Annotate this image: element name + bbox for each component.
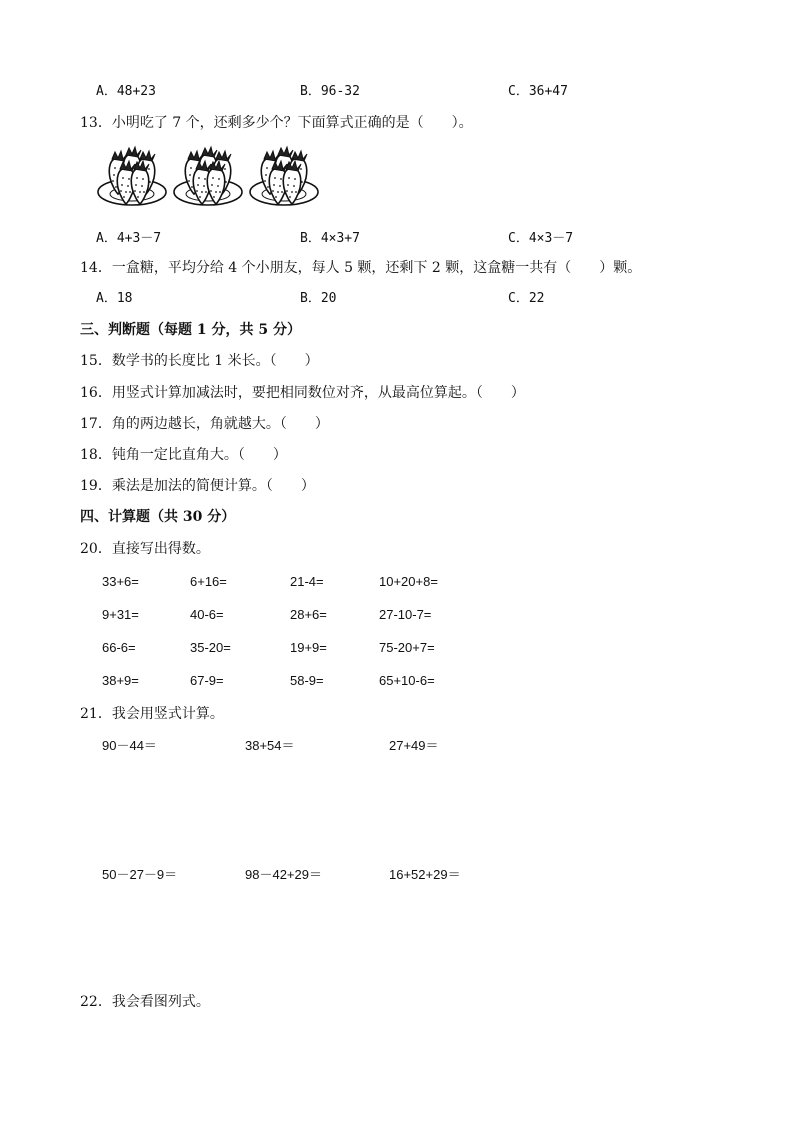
q20-cell: 28+6= [290, 607, 327, 622]
q19-text: 19．乘法是加法的简便计算。（ ） [80, 478, 315, 494]
q20-cell: 58-9= [290, 673, 324, 688]
q17-text: 17．角的两边越长，角就越大。（ ） [80, 416, 329, 432]
q20-cell: 27-10-7= [379, 607, 432, 622]
q13-option-c: C．4×3－7 [508, 231, 574, 246]
section3-heading: 三、判断题（每题 1 分，共 5 分） [80, 322, 301, 338]
q21-expression: 16+52+29＝ [389, 867, 461, 882]
q14-option-a: A．18 [96, 291, 133, 306]
section4-heading: 四、计算题（共 30 分） [80, 509, 236, 525]
q21-expression: 38+54＝ [245, 738, 295, 753]
q21-expression: 98－42+29＝ [245, 867, 322, 882]
q18-text: 18．钝角一定比直角大。（ ） [80, 447, 287, 463]
q20-cell: 10+20+8= [379, 574, 438, 589]
q16-text: 16．用竖式计算加减法时，要把相同数位对齐，从最高位算起。（ ） [80, 385, 525, 401]
q22-text: 22．我会看图列式。 [80, 994, 210, 1010]
q21-text: 21．我会用竖式计算。 [80, 706, 224, 722]
q12-option-c: C．36+47 [508, 84, 568, 99]
q21-expression: 90－44＝ [102, 738, 157, 753]
q20-cell: 21-4= [290, 574, 324, 589]
q13-option-a: A．4+3－7 [96, 231, 162, 246]
q20-cell: 67-9= [190, 673, 224, 688]
q20-cell: 9+31= [102, 607, 139, 622]
q15-text: 15．数学书的长度比 1 米长。（ ） [80, 353, 319, 369]
q12-option-b: B．96-32 [300, 84, 360, 99]
q20-cell: 38+9= [102, 673, 139, 688]
q14-option-b: B．20 [300, 291, 337, 306]
q21-expression: 50－27－9＝ [102, 867, 178, 882]
q20-cell: 6+16= [190, 574, 227, 589]
q20-cell: 40-6= [190, 607, 224, 622]
q13-text: 13．小明吃了 7 个，还剩多少个？下面算式正确的是（ ）。 [80, 115, 473, 131]
q21-expression: 27+49＝ [389, 738, 439, 753]
q20-cell: 75-20+7= [379, 640, 435, 655]
q20-text: 20．直接写出得数。 [80, 541, 210, 557]
q20-cell: 66-6= [102, 640, 136, 655]
q20-cell: 65+10-6= [379, 673, 435, 688]
strawberry-plates-icon [94, 142, 324, 218]
q14-option-c: C．22 [508, 291, 545, 306]
q20-cell: 19+9= [290, 640, 327, 655]
q20-cell: 33+6= [102, 574, 139, 589]
q13-option-b: B．4×3+7 [300, 231, 360, 246]
q12-option-a: A．48+23 [96, 84, 156, 99]
q20-cell: 35-20= [190, 640, 231, 655]
q14-text: 14．一盒糖，平均分给 4 个小朋友，每人 5 颗，还剩下 2 颗，这盒糖一共有（ ）颗。 [80, 260, 642, 276]
